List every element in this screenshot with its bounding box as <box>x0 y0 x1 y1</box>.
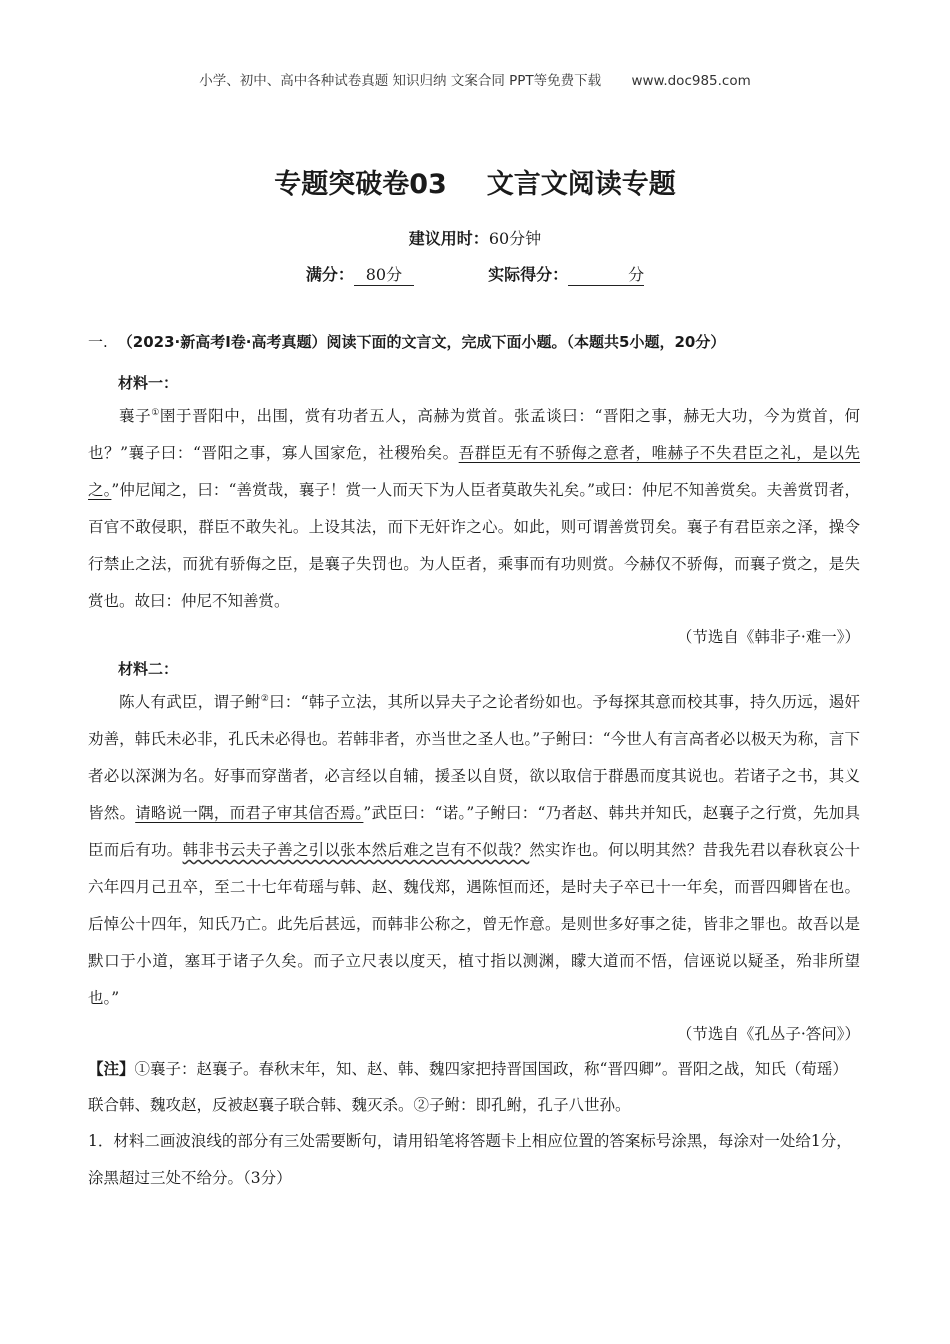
material1-label: 材料一： <box>118 374 179 392</box>
material2-text <box>88 684 860 1017</box>
material2-label: 材料二： <box>118 660 179 678</box>
material2-wavy: 韩非书云夫子善之引以张本然后难之岂有不似哉？ <box>182 841 530 859</box>
page-header <box>0 69 950 89</box>
material1-text <box>88 398 860 620</box>
section-number: 一. <box>88 333 108 351</box>
material2-underlined: 请略说一隅，而君子审其信否焉。 <box>135 804 364 822</box>
section-source: （2023·新高考Ⅰ卷·高考真题） <box>117 333 327 351</box>
note-label: 【注】 <box>88 1060 135 1078</box>
material1-part-b: 圉于晋阳中，出围，赏有功者五人，高赫为赏首。张孟谈曰：“晋阳之事，赫无大功，今为赏首，何也？”襄子曰：“晋阳之事，寡人国家危，社稷殆矣。 <box>88 407 860 462</box>
material2-part-d: 然实诈也。何以明其然？昔我先君以春秋哀公十六年四月己丑卒，至二十七年荀瑶与韩、赵、魏伐郑，遇陈恒而还，是时夫子卒已十一年矣，而晋四卿皆在也。后悼公十四年，知氏乃亡。此先后甚远，而韩非公称之，曾无怍意。是则世多好事之徒，皆非之罪也。故吾以是默口于小道，塞耳于诸子久矣。而子立尺表以度天，植寸指以测渊，矇大道而不悟，信诬说以疑圣，殆非所望也。” <box>88 841 860 1007</box>
actual-score-blank[interactable] <box>568 262 644 286</box>
footnote-2: ② <box>260 693 270 704</box>
page-title <box>0 162 950 201</box>
note-text: ①襄子：赵襄子。春秋末年，知、赵、韩、魏四家把持晋国国政，称“晋四卿”。晋阳之战，知氏（荀瑶）联合韩、魏攻赵，反被赵襄子联合韩、魏灭杀。②子鲋：即孔鲋，孔子八世孙。 <box>88 1060 848 1114</box>
material2-source: （节选自《孔丛子·答问》） <box>676 1025 860 1043</box>
header-url[interactable]: www.doc985.com <box>631 73 751 89</box>
title-part2: 文言文阅读专题 <box>486 169 676 200</box>
material1-part-a: 襄子 <box>119 407 152 425</box>
header-text: 小学、初中、高中各种试卷真题 知识归纳 文案合同 PPT等免费下载 <box>199 73 602 89</box>
title-part1: 专题突破卷03 <box>274 169 447 200</box>
full-score-value: 80分 <box>354 262 414 286</box>
footnote-1: ① <box>151 407 160 418</box>
full-score-label: 满分： <box>305 265 354 284</box>
document-body <box>88 330 860 1197</box>
time-value: 60分钟 <box>488 229 542 248</box>
section-instruction: 阅读下面的文言文，完成下面小题。 <box>326 333 567 351</box>
material1-underlined: 吾群臣无有不骄侮之意者，唯赫子不失君臣之礼，是以先之。 <box>88 444 860 499</box>
time-label: 建议用时： <box>408 229 489 248</box>
annotation-note <box>88 1051 860 1123</box>
material1-part-c: ”仲尼闻之，曰：“善赏哉，襄子！赏一人而天下为人臣者莫敢失礼矣。”或曰：仲尼不知善赏矣。夫善赏罚者，百官不敢侵职，群臣不敢失礼。上设其法，而下无奸诈之心。如此，则可谓善赏罚矣。襄子有君臣亲之泽，操令行禁止之法，而犹有骄侮之臣，是襄子失罚也。为人臣者，乘事而有功则赏。今赫仅不骄侮，而襄子赏之，是失赏也。故曰：仲尼不知善赏。 <box>88 481 860 610</box>
actual-score-label: 实际得分： <box>488 265 569 284</box>
actual-score-unit: 分 <box>628 265 645 284</box>
material2-part-c: ”武臣曰：“诺。”子鲋曰：“乃者赵、韩共并知氏，赵襄子之行赏，先加具臣而后有功。 <box>88 804 860 859</box>
question-1: 1．材料二画波浪线的部分有三处需要断句，请用铅笔将答题卡上相应位置的答案标号涂黑，每涂对一处给1分，涂黑超过三处不给分。（3分） <box>88 1132 852 1187</box>
suggested-time <box>0 226 950 249</box>
material2-part-b: 曰：“韩子立法，其所以异夫子之论者纷如也。予每探其意而校其事，持久历远，遏奸劝善，韩氏未必非，孔氏未必得也。若韩非者，亦当世之圣人也。”子鲋曰：“今世人有言高者必以极天为称，言下者必以深渊为名。好事而穿凿者，必言经以自辅，援圣以自贤，欲以取信于群愚而度其说也。若诸子之书，其义皆然。 <box>88 693 860 822</box>
section-heading <box>88 330 860 354</box>
section-score: （本题共5小题，20分） <box>566 333 726 351</box>
material1-source: （节选自《韩非子·难一》） <box>676 628 860 646</box>
score-line <box>0 262 950 286</box>
material2-part-a: 陈人有武臣，谓子鲋 <box>119 693 261 711</box>
